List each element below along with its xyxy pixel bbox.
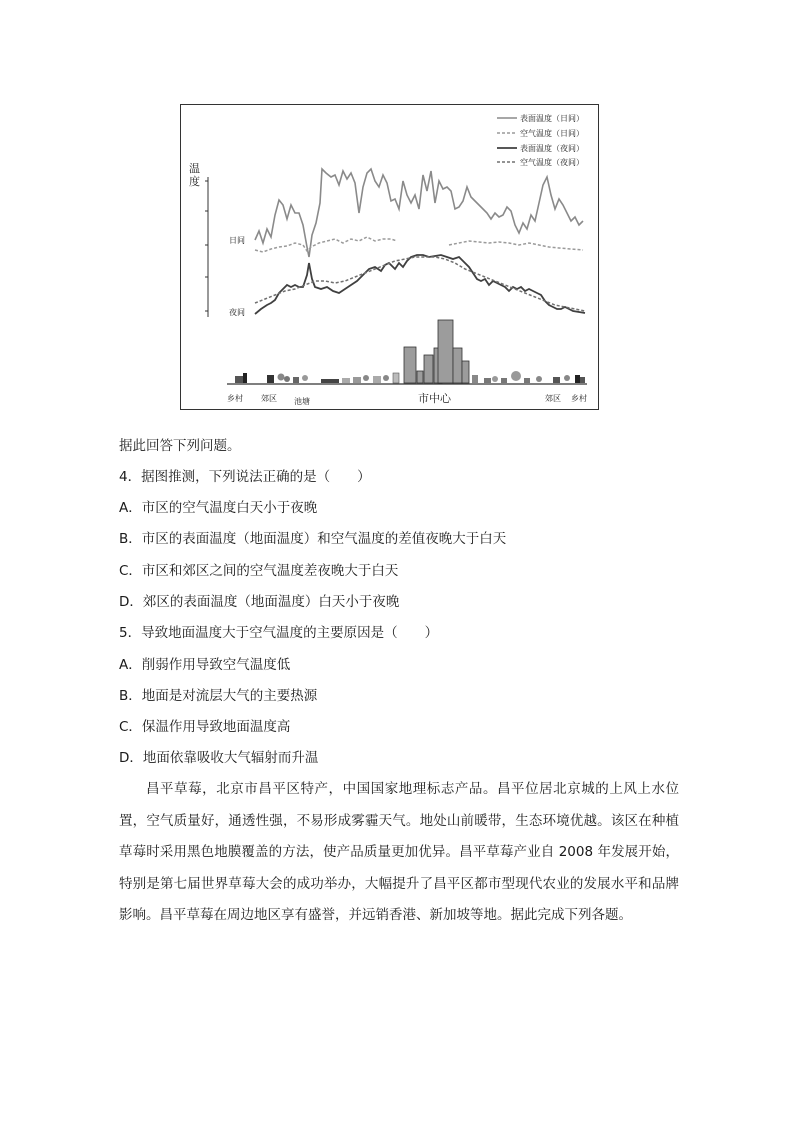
building <box>417 371 423 383</box>
question-5-option-d: D．地面依靠吸收大气辐射而升温 <box>119 750 319 766</box>
question-5-option-a: A．削弱作用导致空气温度低 <box>119 657 291 673</box>
question-4-option-d: D．郊区的表面温度（地面温度）白天小于夜晚 <box>119 594 400 610</box>
question-4-option-b: B．市区的表面温度（地面温度）和空气温度的差值夜晚大于白天 <box>119 531 507 547</box>
passage-text: 昌平草莓，北京市昌平区特产，中国国家地理标志产品。昌平位居北京城的上风上水位置，空气质量好，通透性强，不易形成雾霾天气。地处山前暖带，生态环境优越。该区在种植草莓时采用黑色地膜覆盖的方法，使产品质量更加优异。昌平草莓产业自 2008 年发展开始，特别是第七届世界草莓大会的成功举办，大幅提升了昌平区都市型现代农业的发展水平和品牌影响。昌平草莓在周边地区享有盛誉，并远销香港、新加坡等地。据此完成下列各题。 <box>119 781 679 923</box>
tree <box>511 371 521 381</box>
question-5-option-b: B．地面是对流层大气的主要热源 <box>119 688 318 704</box>
tree <box>278 374 285 381</box>
building-small <box>353 377 361 383</box>
building-small <box>524 378 530 383</box>
reading-passage <box>119 774 679 932</box>
temperature-diagram <box>181 105 598 409</box>
building-small <box>293 377 299 383</box>
night-row-label: 夜间 <box>229 308 245 317</box>
x-label-city-center: 市中心 <box>418 392 451 405</box>
y-axis-label-2: 度 <box>189 175 200 188</box>
legend-night-air: 空气温度（夜间） <box>520 158 584 167</box>
x-label-pond: 池塘 <box>294 397 310 406</box>
day-air-temperature-curve <box>255 237 397 252</box>
building-small <box>342 378 350 383</box>
intro-text: 据此回答下列问题。 <box>119 438 241 454</box>
tree <box>302 375 308 381</box>
temperature-profile-figure <box>180 104 599 410</box>
building-tall <box>404 347 416 383</box>
tree <box>383 375 389 381</box>
building-small <box>373 376 381 383</box>
city-skyline <box>235 320 585 383</box>
day-row-label: 日间 <box>229 236 245 245</box>
building-tall <box>453 348 462 383</box>
legend <box>497 113 584 167</box>
y-axis-label-1: 温 <box>189 162 200 175</box>
night-surface-temperature-curve <box>255 255 585 314</box>
question-4-option-c: C．市区和郊区之间的空气温度差夜晚大于白天 <box>119 563 399 579</box>
tree <box>564 375 570 381</box>
building <box>462 361 469 383</box>
x-label-suburb-right: 郊区 <box>545 394 561 403</box>
building-small <box>575 375 580 383</box>
question-5-stem: 5．导致地面温度大于空气温度的主要原因是（ ） <box>119 625 439 641</box>
tree <box>536 376 542 382</box>
day-air-temperature-curve-right <box>449 241 583 250</box>
x-label-village-right: 乡村 <box>571 394 587 403</box>
building <box>393 373 399 383</box>
building-small <box>472 375 478 383</box>
legend-day-surface: 表面温度（日间） <box>520 114 584 123</box>
tree <box>363 375 369 381</box>
question-4-stem: 4．据图推测，下列说法正确的是（ ） <box>119 469 371 485</box>
building-small <box>243 373 247 383</box>
pond <box>321 379 339 383</box>
x-label-suburb-left: 郊区 <box>261 394 277 403</box>
building-tallest <box>438 320 453 383</box>
tree <box>492 376 498 382</box>
building-tall <box>424 355 433 383</box>
legend-day-air: 空气温度（日间） <box>520 129 584 138</box>
building-small <box>501 378 507 383</box>
question-5-option-c: C．保温作用导致地面温度高 <box>119 719 291 735</box>
building-small <box>580 377 585 383</box>
building-small <box>484 378 491 383</box>
tree <box>284 376 290 382</box>
building-small <box>267 375 274 383</box>
question-4-option-a: A．市区的空气温度白天小于夜晚 <box>119 500 318 516</box>
legend-night-surface: 表面温度（夜间） <box>520 144 584 153</box>
x-label-village-left: 乡村 <box>227 394 243 403</box>
building-small <box>553 377 560 383</box>
